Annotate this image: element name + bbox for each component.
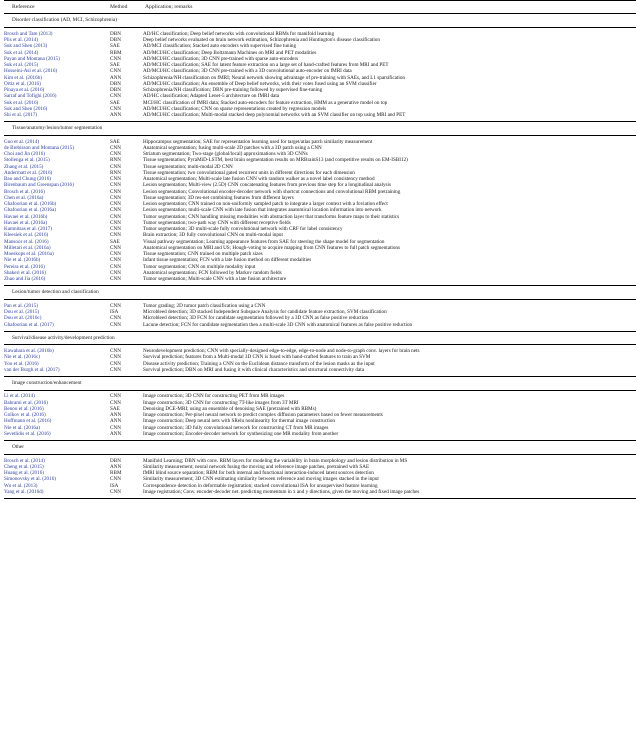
cell-application: Image registration; Conv. encoder-decoder net. predicting momentum in x and y directions, given the moving and fixed image patches xyxy=(143,488,420,495)
cell-reference[interactable]: Wu et al. (2013) xyxy=(4,482,38,489)
cell-reference[interactable]: Pereira et al. (2016) xyxy=(4,263,45,270)
cell-method: CNN xyxy=(110,201,122,208)
cell-application: fMRI blind source separation; RBM for both internal and functional interaction-induced latent sources detection xyxy=(143,470,374,477)
cell-method: CNN xyxy=(110,93,122,100)
cell-method: CNN xyxy=(110,302,122,309)
cell-method: CNN xyxy=(110,182,122,189)
cell-application: Disease activity prediction; Training a CNN on the Euclidean distance transform of the lesion masks as the input xyxy=(143,360,375,367)
cell-reference[interactable]: Nie et al. (2016c) xyxy=(4,354,40,361)
cell-method: ANN xyxy=(110,412,122,419)
cell-method: CNN xyxy=(110,144,122,151)
cell-reference[interactable]: Nie et al. (2016b) xyxy=(4,257,41,264)
cell-method: CNN xyxy=(110,207,122,214)
literature-table xyxy=(4,0,636,500)
cell-reference[interactable]: Zhang et al. (2015) xyxy=(4,163,44,170)
table-row xyxy=(4,489,636,498)
cell-reference[interactable]: Suk et al. (2015) xyxy=(4,62,39,69)
cell-method: RBM xyxy=(110,470,122,477)
cell-application: Microbleed detection; 3D stacked Independent Subspace Analysis for candidate feature extraction, SVM classification xyxy=(143,309,387,316)
cell-application: AD/MCI/HC classification; 3D CNN pre-trained with sparse auto-encoders xyxy=(143,55,299,62)
cell-application: Anatomical segmentation; Multi-scale late fusion CNN with random walker as a novel label consistency method xyxy=(143,176,375,183)
cell-reference[interactable]: Kleesiek et al. (2016) xyxy=(4,232,49,239)
section-title: Other xyxy=(12,444,24,451)
cell-reference[interactable]: Nie et al. (2016a) xyxy=(4,424,40,431)
cell-method: CNN xyxy=(110,68,122,75)
cell-method: CNN xyxy=(110,315,122,322)
cell-reference[interactable]: Kamnitsas et al. (2017) xyxy=(4,226,52,233)
cell-application: Lesion segmentation; Convolutional encoder-decoder network with shortcut connections and convolutional RBM pretraining xyxy=(143,188,401,195)
cell-application: Tumor segmentation; two-path way CNN with different receptive fields xyxy=(143,219,291,226)
section-title: Tissue/anatomy/lesion/tumor segmentation xyxy=(12,125,103,132)
cell-application: Tissue segmentation; multi-modal 2D CNN xyxy=(143,163,233,170)
cell-method: CNN xyxy=(110,424,122,431)
cell-method: CNN xyxy=(110,321,122,328)
cell-method: RNN xyxy=(110,169,122,176)
cell-method: CNN xyxy=(110,194,122,201)
cell-method: SAE xyxy=(110,405,120,412)
table-row xyxy=(4,322,636,331)
section-header-row xyxy=(4,442,636,454)
cell-method: CNN xyxy=(110,244,122,251)
cell-application: Schizophrenia/NH classification; DBN pre-training followed by supervised fine-tuning xyxy=(143,87,323,94)
cell-application: AD/MCI/HC classification; Multi-modal stacked deep polynomial networks with an SVM classifier on top using MRI and PET xyxy=(143,112,406,119)
cell-method: CNN xyxy=(110,151,122,158)
cell-method: SAE xyxy=(110,99,120,106)
cell-application: AD/MCI/HC classification; Deep Boltzmann Machines on MRI and PET modalities xyxy=(143,49,317,56)
section-title: Lesion/tumor detection and classification xyxy=(12,289,99,296)
cell-application: AD/MCI classification; Stacked auto encoders with supervised fine tuning xyxy=(143,43,297,50)
section-header-row xyxy=(4,123,636,135)
cell-reference[interactable]: Havaei et al. (2016a) xyxy=(4,219,48,226)
cell-method: RNN xyxy=(110,157,122,164)
cell-application: Tissue segmentation; two convolutional gated recurrent units in different directions for each dimension xyxy=(143,169,355,176)
cell-application: AD/HC classification; Deep belief networks with convolutional RBMs for manifold learning xyxy=(143,30,335,37)
cell-method: ANN xyxy=(110,463,122,470)
column-header-method: Method xyxy=(110,3,128,10)
cell-reference[interactable]: Brosch et al. (2016) xyxy=(4,188,45,195)
cell-application: Anatomical segmentation on MRI and US; Hough-voting to acquire mapping from CNN features to full patch segmentations xyxy=(143,244,400,251)
cell-reference[interactable]: de Brebisson and Montana (2015) xyxy=(4,144,74,151)
cell-reference[interactable]: Moeskops et al. (2016a) xyxy=(4,251,54,258)
cell-application: Brain extraction; 3D fully convolutional CNN on multi-modal input xyxy=(143,232,283,239)
cell-reference[interactable]: Ghafoorian et al. (2016a) xyxy=(4,207,56,214)
cell-reference[interactable]: Hosseini-Asl et al. (2016) xyxy=(4,68,58,75)
cell-method: CNN xyxy=(110,163,122,170)
cell-reference[interactable]: Andermatt et al. (2016) xyxy=(4,169,53,176)
cell-method: ANN xyxy=(110,430,122,437)
cell-reference[interactable]: Kim et al. (2016b) xyxy=(4,74,42,81)
cell-method: SAE xyxy=(110,62,120,69)
cell-method: ISA xyxy=(110,309,119,316)
cell-application: Tissue segmentation; PyraMiD-LSTM, best brain segmentation results on MRBrainS13 (and competitive results on EM-ISBI12) xyxy=(143,157,408,164)
cell-method: DBN xyxy=(110,37,122,44)
cell-reference[interactable]: Benou et al. (2016) xyxy=(4,405,44,412)
cell-method: CNN xyxy=(110,176,122,183)
cell-method: CNN xyxy=(110,55,122,62)
cell-reference[interactable]: Birenbaum and Greenspan (2016) xyxy=(4,182,74,189)
cell-reference[interactable]: Shi et al. (2017) xyxy=(4,112,38,119)
cell-method: DBN xyxy=(110,30,122,37)
cell-reference[interactable]: Mansoor et al. (2016) xyxy=(4,238,49,245)
cell-reference[interactable]: Ortiz et al. (2016) xyxy=(4,80,41,87)
cell-reference[interactable]: Sevetlidis et al. (2016) xyxy=(4,430,51,437)
section-title: Survival/disease activity/development prediction xyxy=(12,334,115,341)
cell-reference[interactable]: Chen et al. (2016a) xyxy=(4,194,44,201)
table-row xyxy=(4,392,636,401)
cell-reference[interactable]: Payan and Montana (2015) xyxy=(4,55,60,62)
cell-reference[interactable]: Shakeri et al. (2016) xyxy=(4,269,46,276)
rule-bottom xyxy=(4,498,636,500)
cell-method: SAE xyxy=(110,138,120,145)
cell-method: RBM xyxy=(110,49,122,56)
cell-reference[interactable]: Huang et al. (2016) xyxy=(4,470,44,477)
cell-reference[interactable]: Ghafoorian et al. (2016b) xyxy=(4,201,57,208)
cell-method: ISA xyxy=(110,482,119,489)
cell-method: CNN xyxy=(110,348,122,355)
cell-reference[interactable]: Dou et al. (2015) xyxy=(4,309,40,316)
section-title: Disorder classification (AD, MCI, Schizophrenia) xyxy=(12,17,117,24)
cell-reference[interactable]: Pan et al. (2015) xyxy=(4,302,38,309)
cell-method: CNN xyxy=(110,263,122,270)
cell-method: SAE xyxy=(110,238,120,245)
cell-reference[interactable]: Ghafoorian et al. (2017) xyxy=(4,321,54,328)
cell-reference[interactable]: Li et al. (2014) xyxy=(4,393,35,400)
cell-reference[interactable]: van der Burgh et al. (2017) xyxy=(4,366,60,373)
cell-application: Survival prediction; features from a Multi-modal 3D CNN is fused with hand-crafted features to train an SVM xyxy=(143,354,371,361)
cell-application: Manifold Learning; DBN with conv. RBM layers for modeling the variability in brain morphology and lesion distribution in MS xyxy=(143,457,408,464)
section-header-row xyxy=(4,287,636,299)
cell-application: Lesion segmentation; Multi-view (2.5D) CNN concatenating features from previous time step for a longitudinal analysis xyxy=(143,182,391,189)
cell-reference[interactable]: Suk and Shen (2013) xyxy=(4,43,48,50)
cell-reference[interactable]: Milletari et al. (2016a) xyxy=(4,244,51,251)
cell-application: Striatum segmentation; Two-stage (global/local) approximations with 3D CNNs xyxy=(143,151,308,158)
cell-application: Image construction; Deep neural nets with SRelu nonlinearity for thermal image construction xyxy=(143,418,336,425)
cell-application: AD/MCI/HC classification; 3D CNN pre-trained with a 3D convolutional auto-encoder on fMRI data xyxy=(143,68,352,75)
cell-application: Denoising DCE-MRI; using an ensemble of denoising SAE (pretrained with RBMs) xyxy=(143,405,317,412)
cell-application: Correspondence detection in deformable registration; stacked convolutional ISA for unsupervised feature learning xyxy=(143,482,378,489)
cell-reference[interactable]: Cheng et al. (2015) xyxy=(4,463,44,470)
column-header-application: Application; remarks xyxy=(145,3,193,10)
cell-method: CNN xyxy=(110,219,122,226)
cell-application: Similarity measurement; 3D CNN estimating similarity between reference and moving images stacked in the input xyxy=(143,476,379,483)
cell-reference[interactable]: Simonovsky et al. (2016) xyxy=(4,476,56,483)
cell-method: DBN xyxy=(110,87,122,94)
cell-method: DBN xyxy=(110,80,122,87)
cell-application: Infant tissue segmentation; FCN with a late fusion method on different modalities xyxy=(143,257,312,264)
cell-application: Tumor segmentation; CNN handling missing modalities with abstraction layer that transforms feature maps to their statistics xyxy=(143,213,400,220)
cell-application: Tumor segmentation; CNN on multiple modality input xyxy=(143,263,256,270)
cell-reference[interactable]: Sarraf and Tofighi (2016) xyxy=(4,93,57,100)
cell-method: ANN xyxy=(110,112,122,119)
cell-reference[interactable]: Dou et al. (2016c) xyxy=(4,315,42,322)
cell-application: Microbleed detection; 3D FCN for candidate segmentation followed by a 3D CNN as false positive reduction xyxy=(143,315,369,322)
cell-reference[interactable]: Choi and Jin (2016) xyxy=(4,151,45,158)
table-row xyxy=(4,113,636,122)
section-header-row xyxy=(4,333,636,345)
cell-application: Anatomical segmentation; fusing multi-scale 2D patches with a 3D patch using a CNN xyxy=(143,144,322,151)
table-header xyxy=(4,1,636,16)
cell-method: ANN xyxy=(110,74,122,81)
cell-application: AD/MCI/HC classification; SAE for latent feature extraction on a large set of hand-crafted features from MRI and PET xyxy=(143,62,389,69)
cell-method: CNN xyxy=(110,276,122,283)
cell-application: Lesion segmentation; CNN trained on non-uniformly sampled patch to integrate a larger context with a foviation effect xyxy=(143,201,388,208)
cell-method: CNN xyxy=(110,226,122,233)
cell-method: CNN xyxy=(110,257,122,264)
cell-method: CNN xyxy=(110,269,122,276)
cell-reference[interactable]: Yoo et al. (2016) xyxy=(4,360,39,367)
cell-method: CNN xyxy=(110,188,122,195)
cell-method: CNN xyxy=(110,354,122,361)
cell-reference[interactable]: Hoffmann et al. (2016) xyxy=(4,418,52,425)
cell-reference[interactable]: Suk et al. (2014) xyxy=(4,49,39,56)
cell-application: Image construction; 3D CNN for constructing 7T-like images from 3T MRI xyxy=(143,399,299,406)
cell-application: Image construction; 3D CNN for constructing PET from MR images xyxy=(143,393,285,400)
cell-application: Image construction; 3D fully convolutional network for constructing CT from MR images xyxy=(143,424,329,431)
cell-application: Deep belief networks evaluated on brain network estimation, Schizophrenia and Huntington's disease classification xyxy=(143,37,380,44)
table-row xyxy=(4,277,636,286)
cell-application: Similarity measurement; neural network fusing the moving and reference image patches, pretrained with SAE xyxy=(143,463,370,470)
section-header-row xyxy=(4,378,636,390)
cell-application: AD/HC classification; Adapted Lenet-5 architecture on fMRI data xyxy=(143,93,280,100)
cell-reference[interactable]: Plis et al. (2014) xyxy=(4,37,38,44)
cell-method: DBN xyxy=(110,457,122,464)
table-row xyxy=(4,431,636,440)
cell-application: Tumor segmentation; Multi-scale CNN with a late fusion architecture xyxy=(143,276,287,283)
cell-method: CNN xyxy=(110,488,122,495)
cell-application: AD/MCI/HC classification; CNN on sparse representations created by regression models xyxy=(143,105,327,112)
column-header-reference: Reference xyxy=(12,3,35,10)
table-row xyxy=(4,456,636,465)
cell-application: Neurodevelopment prediction; CNN with specially-designed edge-to-edge, edge-to-node and node-to-graph conv. layers for brain nets xyxy=(143,348,420,355)
cell-method: CNN xyxy=(110,251,122,258)
cell-application: Lacune detection; FCN for candidate segmentation then a multi-scale 3D CNN with anatomical features as false positive reduction xyxy=(143,321,413,328)
header-row xyxy=(4,2,636,14)
cell-method: CNN xyxy=(110,105,122,112)
cell-method: CNN xyxy=(110,360,122,367)
cell-application: Tissue segmentation; 3D res-net combining features from different layers xyxy=(143,194,294,201)
cell-method: CNN xyxy=(110,399,122,406)
cell-application: Survival prediction; DBN on MRI and fusing it with clinical characteristics and structural connectivity data xyxy=(143,366,364,373)
cell-reference[interactable]: Zhao and Jia (2016) xyxy=(4,276,46,283)
cell-reference[interactable]: Golkov et al. (2016) xyxy=(4,412,46,419)
cell-reference[interactable]: Brosch and Tam (2013) xyxy=(4,30,53,37)
cell-application: Image construction; Encoder-decoder network for synthesizing one MR modality from another xyxy=(143,430,339,437)
cell-reference[interactable]: Pinaya et al. (2016) xyxy=(4,87,45,94)
cell-reference[interactable]: Guo et al. (2014) xyxy=(4,138,40,145)
cell-application: Visual pathway segmentation; Learning appearance features from SAE for steering the shape model for segmentation xyxy=(143,238,385,245)
cell-reference[interactable]: Stollenga et al. (2015) xyxy=(4,157,50,164)
cell-application: Image construction; Per-pixel neural network to predict complex diffusion parameters based on fewer measurements xyxy=(143,412,383,419)
cell-method: CNN xyxy=(110,232,122,239)
cell-application: MCI/HC classification of fMRI data; Stacked auto-encoders for feature extraction, HMM as a generative model on top xyxy=(143,99,388,106)
cell-application: Anatomical segmentation; FCN followed by Markov random fields xyxy=(143,269,282,276)
table-body xyxy=(4,15,636,499)
cell-method: SAE xyxy=(110,43,120,50)
cell-reference[interactable]: Kawahara et al. (2016b) xyxy=(4,348,54,355)
cell-reference[interactable]: Suk et al. (2016) xyxy=(4,99,39,106)
cell-application: Tumor grading; 2D tumor patch classification using a CNN xyxy=(143,302,266,309)
cell-application: Schizophrenia/NH classification on fMRI; Neural network showing advantage of pre-training with SAEs, and L1 sparsification xyxy=(143,74,405,81)
cell-application: AD/MCI/HC classification; An ensemble of Deep belief networks, with their votes fused using an SVM classifier xyxy=(143,80,377,87)
section-title: Image construction/enhancement xyxy=(12,379,82,386)
cell-method: CNN xyxy=(110,393,122,400)
cell-reference[interactable]: Havaei et al. (2016b) xyxy=(4,213,48,220)
cell-reference[interactable]: Bahrami et al. (2016) xyxy=(4,399,48,406)
rule-line xyxy=(4,498,636,500)
section-header-row xyxy=(4,15,636,27)
cell-application: Tissue segmentation; CNN trained on multiple patch sizes xyxy=(143,251,263,258)
cell-reference[interactable]: Brosch et al. (2014) xyxy=(4,457,45,464)
cell-reference[interactable]: Suk and Shen (2016) xyxy=(4,105,48,112)
cell-method: CNN xyxy=(110,366,122,373)
cell-application: Tumor segmentation; 3D multi-scale fully convolutional network with CRF for label consistency xyxy=(143,226,343,233)
cell-method: ANN xyxy=(110,418,122,425)
cell-reference[interactable]: Yang et al. (2016d) xyxy=(4,488,44,495)
table-row xyxy=(4,367,636,376)
cell-method: CNN xyxy=(110,476,122,483)
cell-reference[interactable]: Bao and Chung (2016) xyxy=(4,176,51,183)
cell-application: Hippocampus segmentation; SAE for representation learning used for target/atlas patch similarity measurement xyxy=(143,138,373,145)
cell-application: Lesion segmentation; multi-scale CNN with late fusion that integrates anatomical location information into network xyxy=(143,207,382,214)
cell-method: CNN xyxy=(110,213,122,220)
